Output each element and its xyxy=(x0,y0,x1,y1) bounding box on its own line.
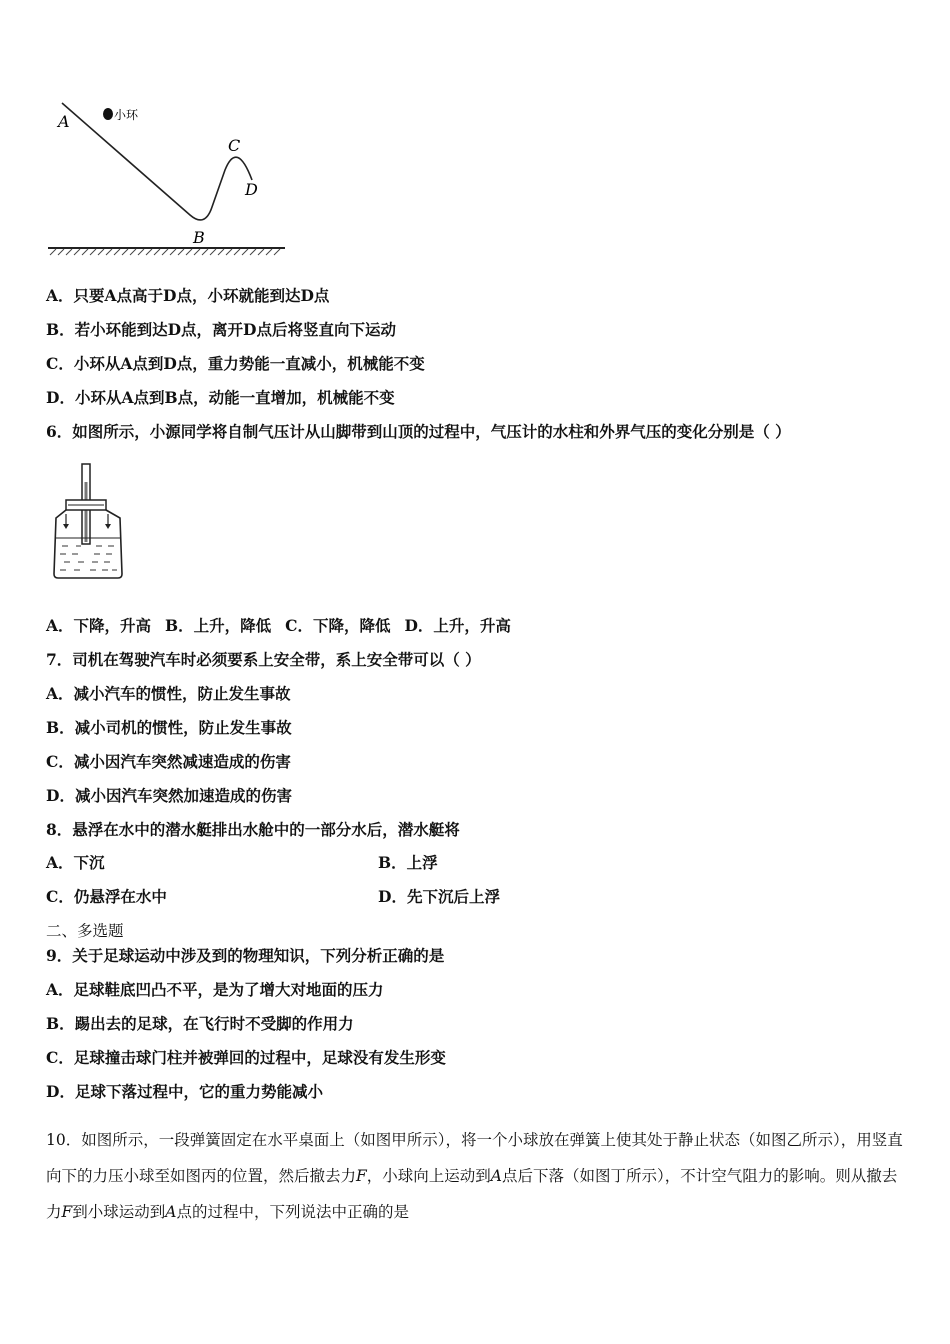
q9-option-b: B．踢出去的足球，在飞行时不受脚的作用力 xyxy=(46,1014,354,1033)
q9-option-c: C．足球撞击球门柱并被弹回的过程中，足球没有发生形变 xyxy=(46,1048,446,1067)
section-title: 二、多选题 xyxy=(46,922,124,940)
q10-var-f2: F xyxy=(61,1203,73,1221)
q6-option-a: A．下降，升高 xyxy=(46,616,152,635)
ring-icon xyxy=(103,108,113,120)
q10-var-a2: A xyxy=(165,1203,177,1221)
label-a: A xyxy=(58,112,70,131)
q10-text-2: ，小球向上运动到 xyxy=(366,1167,491,1185)
q9-option-a: A．足球鞋底凹凸不平，是为了增大对地面的压力 xyxy=(46,980,384,999)
barometer-diagram xyxy=(48,462,128,582)
q6-option-c: C．下降，降低 xyxy=(285,616,391,635)
label-c: C xyxy=(228,136,241,155)
q10-var-f: F xyxy=(356,1167,367,1185)
q8-option-c: C．仍悬浮在水中 xyxy=(46,887,167,906)
q10-text-5: 点的过程中，下列说法中正确的是 xyxy=(176,1203,410,1221)
q7-option-b: B．减小司机的惯性，防止发生事故 xyxy=(46,718,292,737)
q9-stem: 9．关于足球运动中涉及到的物理知识，下列分析正确的是 xyxy=(46,946,445,965)
q5-option-a: A．只要A点高于D点，小环就能到达D点 xyxy=(46,286,330,305)
q8-option-a: A．下沉 xyxy=(46,853,105,872)
q6-options xyxy=(46,616,525,636)
q10-text-1: 10．如图所示，一段弹簧固定在水平桌面上（如图甲所示），将一个小球放在弹簧上使其处于静止状态（如图乙所示），用竖直向下的力压小球至如图丙的位置，然后撤去力 xyxy=(46,1131,903,1185)
q6-option-b: B．上升，降低 xyxy=(165,616,272,635)
track-curve xyxy=(62,103,252,220)
q7-stem: 7．司机在驾驶汽车时必须要系上安全带，系上安全带可以（ ） xyxy=(46,650,481,669)
q8-stem: 8．悬浮在水中的潜水艇排出水舱中的一部分水后，潜水艇将 xyxy=(46,820,460,839)
q6-stem: 6．如图所示，小源同学将自制气压计从山脚带到山顶的过程中，气压计的水柱和外界气压的变化分别是（ ） xyxy=(46,422,791,441)
q10-var-a: A xyxy=(490,1167,502,1185)
q7-option-d: D．减小因汽车突然加速造成的伤害 xyxy=(46,786,292,805)
q8-option-d: D．先下沉后上浮 xyxy=(378,887,500,906)
q5-option-b: B．若小环能到达D点，离开D点后将竖直向下运动 xyxy=(46,320,396,339)
label-ring: 小环 xyxy=(114,108,139,122)
q6-option-d: D．上升，升高 xyxy=(404,616,511,635)
q7-option-c: C．减小因汽车突然减速造成的伤害 xyxy=(46,752,291,771)
q5-option-d: D．小环从A点到B点，动能一直增加，机械能不变 xyxy=(46,388,395,407)
q8-option-b: B．上浮 xyxy=(378,853,438,872)
q10-text-4: 到小球运动到 xyxy=(72,1203,166,1221)
label-d: D xyxy=(245,180,258,199)
label-b: B xyxy=(193,228,205,247)
q10-stem xyxy=(46,1122,906,1230)
track-diagram xyxy=(40,95,300,260)
q10-text-3: 点后下落（如图丁所示），不计空气阻力的影响。则从撤去力 xyxy=(46,1167,898,1221)
q7-option-a: A．减小汽车的惯性，防止发生事故 xyxy=(46,684,291,703)
q9-option-d: D．足球下落过程中，它的重力势能减小 xyxy=(46,1082,323,1101)
q5-option-c: C．小环从A点到D点，重力势能一直减小，机械能不变 xyxy=(46,354,425,373)
